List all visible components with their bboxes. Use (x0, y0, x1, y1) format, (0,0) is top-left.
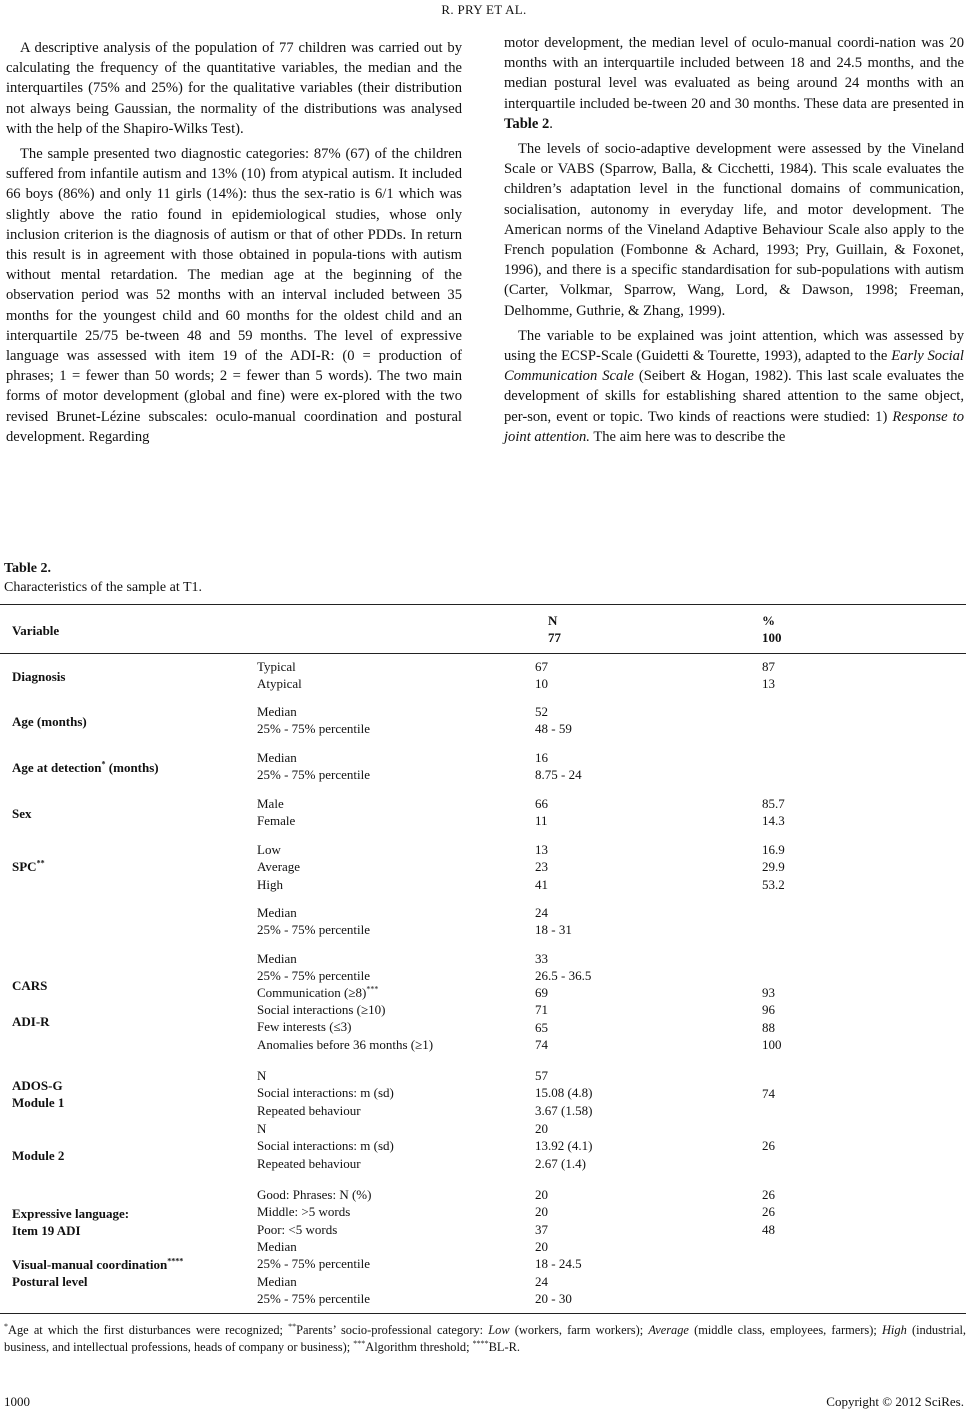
table-caption (4, 559, 202, 597)
col-header-n-value: 77 (548, 630, 561, 645)
page-number: 1000 (4, 1394, 30, 1409)
table-top-rule (0, 604, 966, 605)
left-column (6, 38, 462, 452)
col-header-variable: Variable (12, 623, 60, 638)
table-header-rule (0, 653, 966, 654)
paragraph: motor development, the median level of oculo-manual coordi-nation was 20 months with an interquartile included between 18 and 24.5 months, and the median postural level was evaluated as being around 24 months with an interquartile included be-tween 20 and 30 months. These data are presented in Table 2. (504, 35, 964, 132)
table-footnote: *Age at which the first disturbances were recognized; **Parents’ socio-professional category: Low (workers, farm workers); Average (middle class, employees, farmers); High (industrial, business, and intellectual professions, heads of company or business); ***Algorithm threshold; ****BL-R. (4, 1321, 966, 1354)
paragraph: The levels of socio-adaptive development were assessed by the Vineland Scale or VABS (Sparrow, Balla, & Cicchetti, 1984). This scale evaluates the children’s adaptation level in the functional domains of communication, socialisation, autonomy in everyday life, and motor development. The American norms of the Vineland Adaptive Behaviour Scale also apply to the French population (Fombonne & Achard, 1993; Pry, Guillain, & Foxonet, 1996), and there is a specific standardisation for sub-populations with autism (Carter, Volkmar, Sparrow, Wang, Lord, & Dawson, 1998; Freeman, Delhomme, Guthrie, & Zhang, 1999). (504, 141, 964, 319)
table-bottom-rule (0, 1313, 966, 1314)
col-header-pct: % (762, 613, 775, 628)
table-reference: Table 2 (504, 115, 550, 132)
table-caption-text: Characteristics of the sample at T1. (4, 580, 203, 595)
table-label: Table 2. (4, 561, 51, 576)
right-column (504, 33, 964, 452)
paragraph: A descriptive analysis of the population of 77 children was carried out by calculating the frequency of the quantitative variables, the median and the interquartiles (75% and 25%) for the qualitative variables (their distribution not always being Gaussian, the normality of the distributions was analysed with the help of the Shapiro-Wilks Test). (6, 40, 462, 137)
paragraph: The variable to be explained was joint attention, which was assessed by using the ECSP-Scale (Guidetti & Tourette, 1993), adapted to the Early Social Communication Scale (Seibert & Hogan, 1982). This last scale evaluates the development of skills for establishing shared attention to the same object, per-son, event or topic. Two kinds of reactions were studied: 1) Response to joint attention. The aim here was to describe the (504, 327, 964, 445)
copyright: Copyright © 2012 SciRes. (826, 1394, 964, 1409)
col-header-n: N (548, 613, 558, 628)
running-header: R. PRY ET AL. (441, 2, 527, 17)
paragraph: The sample presented two diagnostic categories: 87% (67) of the children suffered from infantile autism and 13% (10) from atypical autism. It included 66 boys (86%) and only 11 girls (14%): thus the sex-ratio is 6/1 which was slightly above the ratio found in epidemiological studies, whose only inclusion criterion is the diagnosis of autism or that of other PDDs. In return this result is in agreement with those obtained in popula-tions with autism without mental retardation. The median age at the beginning of the observation period was 52 months with an interval included between 35 months for the youngest child and 60 months for the oldest child and an interquartile 25/75 be-tween 48 and 59 months. The level of expressive language was assessed with item 19 of the ADI-R: (0 = production of phrases; 1 = fewer than 50 words; 2 = fewer than 5 words). The two main forms of motor development (global and fine) were ex-plored with the two revised Brunet-Lézine subscales: oculo-manual coordination and postural development. Regarding (6, 146, 462, 445)
col-header-pct-value: 100 (762, 630, 782, 645)
